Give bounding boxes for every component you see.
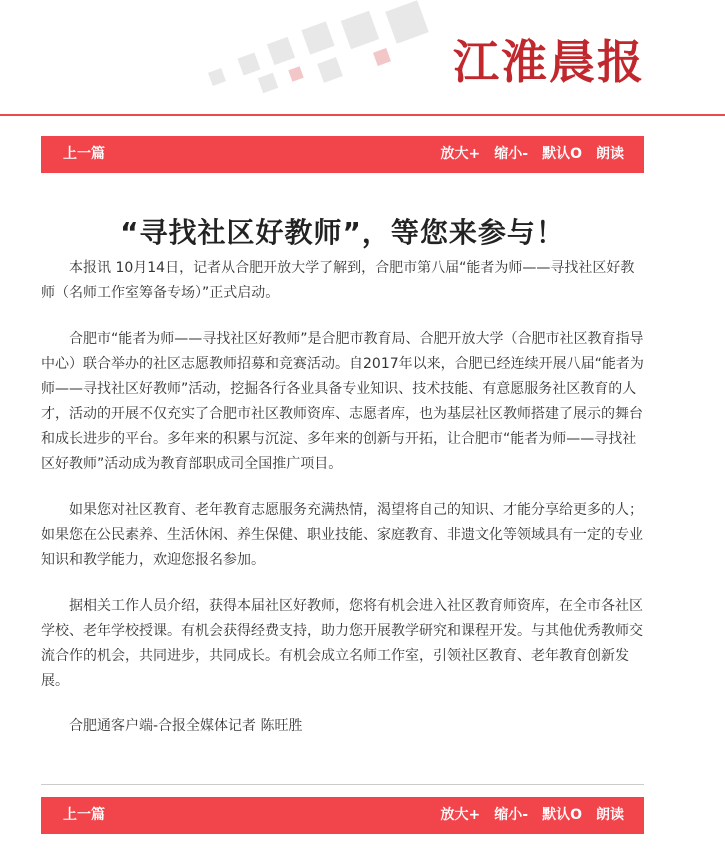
read-aloud-button[interactable]: 朗读	[596, 807, 624, 823]
zoom-in-button[interactable]: 放大+	[440, 807, 481, 823]
zoom-out-button[interactable]: 缩小-	[494, 807, 529, 823]
zoom-out-button[interactable]: 缩小-	[494, 146, 529, 162]
content-divider	[41, 784, 644, 785]
article-paragraph: 合肥市“能者为师——寻找社区好教师”是合肥市教育局、合肥开放大学（合肥市社区教育指导中心）联合举办的社区志愿教师招募和竞赛活动。自2017年以来，合肥已经连续开展八届“能者为师——寻找社区好教师”活动，挖掘各行各业具备专业知识、技术技能、有意愿服务社区教育的人才，活动的开展不仅充实了合肥市社区教师资库、志愿者库，也为基层社区教师搭建了展示的舞台和成长进步的平台。多年来的积累与沉淀、多年来的创新与开拓，让合肥市“能者为师——寻找社区好教师”活动成为教育部职成司全国推广项目。	[41, 331, 644, 472]
prev-article-link[interactable]: 上一篇	[63, 146, 105, 162]
article-toolbar-top	[41, 136, 644, 173]
article-paragraph: 据相关工作人员介绍，获得本届社区好教师，您将有机会进入社区教育师资库，在全市各社区学校、老年学校授课。有机会获得经费支持，助力您开展教学研究和课程开发。与其他优秀教师交流合作的机会，共同进步，共同成长。有机会成立名师工作室，引领社区教育、老年教育创新发展。	[41, 598, 643, 689]
newspaper-logo: 江淮晨报	[453, 35, 645, 89]
masthead	[0, 0, 725, 116]
reading-tools	[427, 797, 624, 834]
prev-article-link[interactable]: 上一篇	[63, 807, 105, 823]
article-paragraph: 本报讯 10月14日，记者从合肥开放大学了解到，合肥市第八届“能者为师——寻找社区好教师（名师工作室筹备专场）”正式启动。	[41, 260, 635, 301]
default-size-button[interactable]: 默认O	[542, 146, 582, 162]
article-byline: 合肥通客户端-合报全媒体记者 陈旺胜	[69, 718, 303, 734]
masthead-divider	[0, 114, 725, 116]
article-title: “寻找社区好教师”，等您来参与！	[120, 215, 565, 249]
reading-tools	[427, 136, 624, 173]
article-paragraph: 如果您对社区教育、老年教育志愿服务充满热情，渴望将自己的知识、才能分享给更多的人；如果您在公民素养、生活休闲、养生保健、职业技能、家庭教育、非遗文化等领域具有一定的专业知识和教学能力，欢迎您报名参加。	[41, 502, 643, 568]
article-toolbar-bottom	[41, 797, 644, 834]
masthead-decoration	[200, 0, 460, 100]
read-aloud-button[interactable]: 朗读	[596, 146, 624, 162]
zoom-in-button[interactable]: 放大+	[440, 146, 481, 162]
article-body	[41, 256, 644, 760]
default-size-button[interactable]: 默认O	[542, 807, 582, 823]
